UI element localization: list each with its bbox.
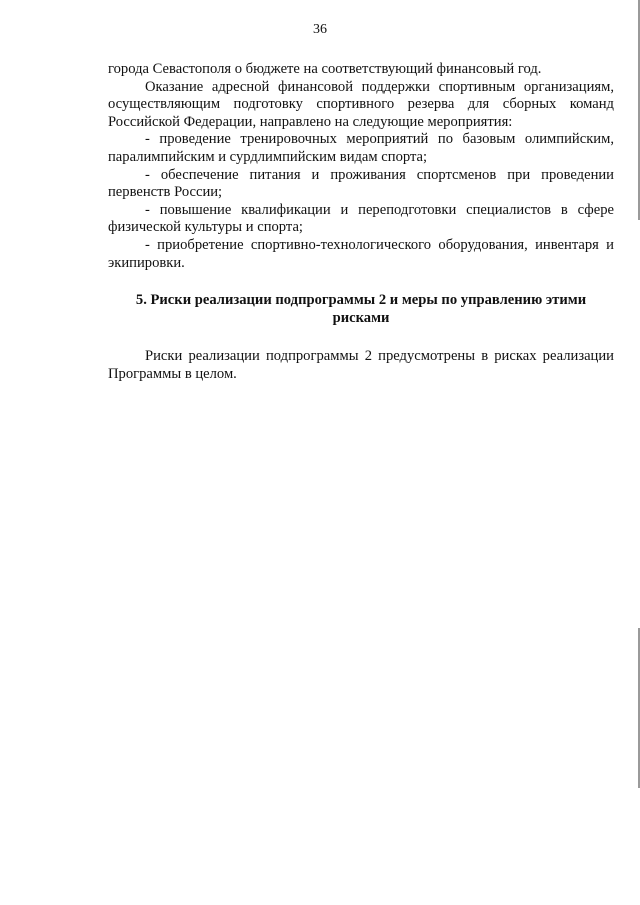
section-paragraph: Риски реализации подпрограммы 2 предусмотрены в рисках реализации Программы в целом.	[108, 348, 614, 382]
section-heading: 5. Риски реализации подпрограммы 2 и меры по управлению этими рисками	[135, 292, 587, 326]
support-intro-paragraph: Оказание адресной финансовой поддержки спортивным организациям, осуществляющим подготовку спортивного резерва для сборных команд Российской Федерации, направлено на следующие мероприятия:	[108, 78, 614, 130]
page-number: 36	[313, 22, 327, 37]
continuation-paragraph: города Севастополя о бюджете на соответствующий финансовый год.	[108, 61, 542, 77]
list-item: - проведение тренировочных мероприятий по базовым олимпийским, паралимпийским и сурдлимпийским видам спорта;	[108, 131, 614, 165]
list-item: - повышение квалификации и переподготовки специалистов в сфере физической культуры и спорта;	[108, 201, 614, 236]
list-item: - обеспечение питания и проживания спортсменов при проведении первенств России;	[108, 166, 614, 201]
list-item: - приобретение спортивно-технологического оборудования, инвентаря и экипировки.	[108, 236, 614, 271]
document-body	[108, 61, 614, 384]
